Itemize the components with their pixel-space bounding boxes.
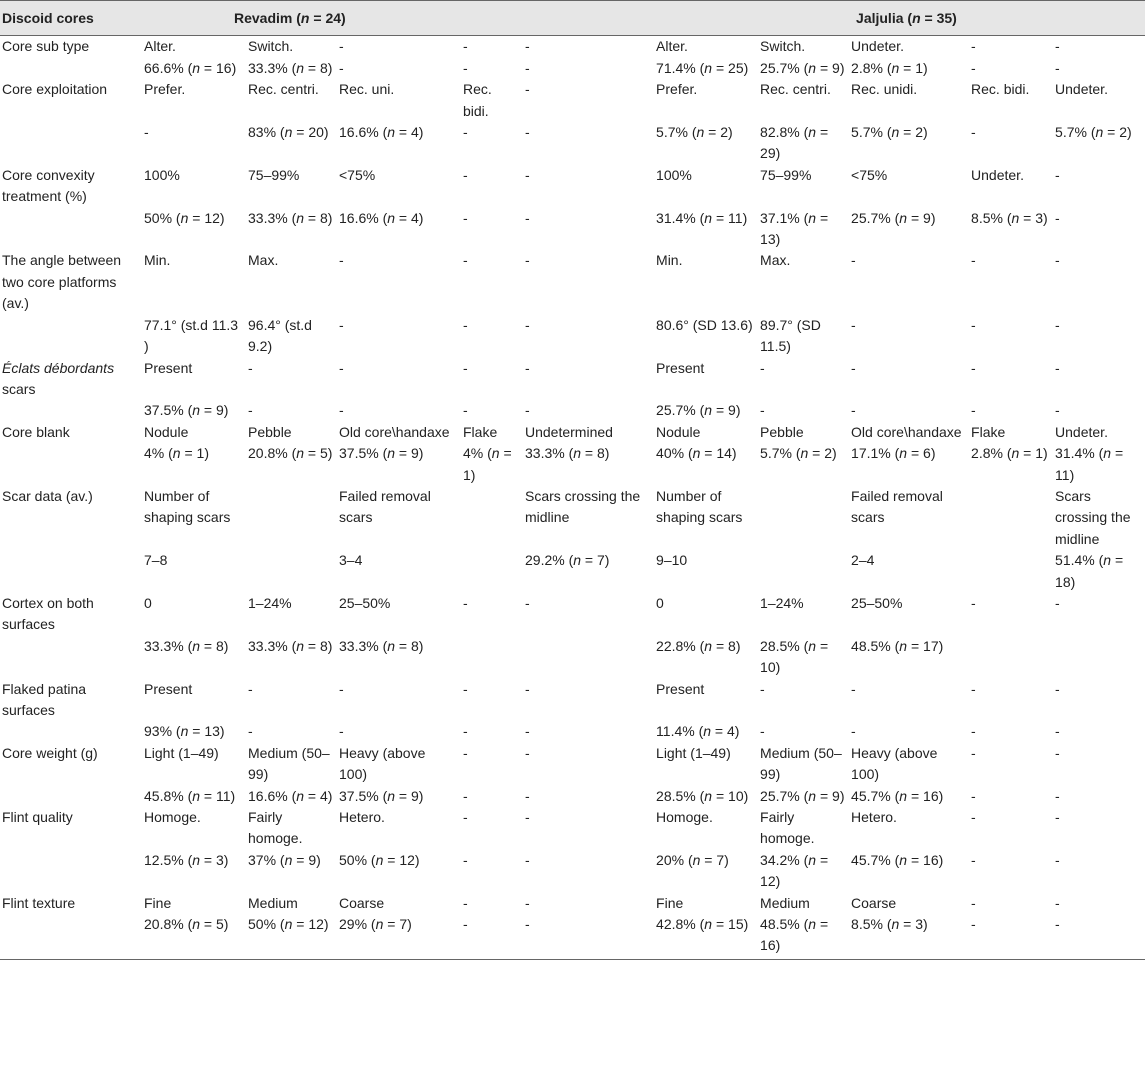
table-cell: - <box>525 81 530 98</box>
table-cell: - <box>463 38 468 55</box>
table-cell: - <box>463 316 468 333</box>
table-cell: 33.3% (n = 8) <box>525 445 610 462</box>
table-cell <box>969 550 1053 593</box>
table-body <box>0 36 1145 959</box>
table-cell: 16.6% (n = 4) <box>339 209 424 226</box>
table-cell: 1–24% <box>248 594 292 611</box>
table-cell: Undeter. <box>1055 423 1108 440</box>
table-row <box>0 208 1145 251</box>
table-cell: 40% (n = 14) <box>656 445 737 462</box>
table-cell: - <box>1055 252 1060 269</box>
table-cell: - <box>339 680 344 697</box>
table-row <box>0 79 1145 122</box>
table-cell: - <box>463 851 468 868</box>
table-cell: Undeter. <box>971 166 1024 183</box>
table-cell: - <box>1055 594 1060 611</box>
jaljulia-header: Jaljulia (n = 35) <box>654 1 1145 36</box>
table-cell: - <box>463 402 468 419</box>
table-row <box>0 58 1145 79</box>
table-cell: 25.7% (n = 9) <box>851 209 936 226</box>
row-label: The angle between two core platforms (av.) <box>2 252 122 312</box>
table-cell: Hetero. <box>339 809 385 826</box>
table-cell: - <box>339 316 344 333</box>
table-cell: - <box>463 680 468 697</box>
table-cell: Homoge. <box>656 809 713 826</box>
table-cell <box>461 486 523 550</box>
table-cell: Present <box>144 680 193 697</box>
table-cell: - <box>525 124 530 141</box>
table-cell: 33.3% (n = 8) <box>248 637 333 654</box>
table-cell: - <box>971 723 976 740</box>
table-cell: - <box>851 402 856 419</box>
table-cell: Failed removal scars <box>339 487 431 526</box>
table-cell: Scars crossing the midline <box>525 487 641 526</box>
table-cell: Rec. uni. <box>339 81 395 98</box>
table-cell: - <box>969 914 1053 959</box>
table-cell: - <box>463 894 468 911</box>
table-cell: 45.7% (n = 16) <box>851 787 944 804</box>
row-label <box>0 400 142 421</box>
table-cell: Undeter. <box>1055 81 1108 98</box>
table-row <box>0 315 1145 358</box>
table-cell: - <box>463 594 468 611</box>
table-cell: 1–24% <box>760 594 804 611</box>
row-label <box>0 122 142 165</box>
table-cell: - <box>463 723 468 740</box>
table-cell: - <box>971 680 976 697</box>
table-cell: Switch. <box>248 38 294 55</box>
table-cell <box>969 636 1053 679</box>
table-row <box>0 486 1145 550</box>
table-cell: - <box>1055 809 1060 826</box>
table-row <box>0 636 1145 679</box>
table-cell: Hetero. <box>851 809 897 826</box>
table-cell: Prefer. <box>144 81 186 98</box>
table-cell: Min. <box>144 252 171 269</box>
table-cell: 25–50% <box>851 594 903 611</box>
table-row <box>0 786 1145 807</box>
table-row <box>0 443 1145 486</box>
table-cell: - <box>1055 744 1060 761</box>
table-cell: 89.7° (SD 11.5) <box>760 316 821 355</box>
table-row <box>0 914 1145 959</box>
table-cell: 77.1° (st.d 11.3 ) <box>144 316 239 355</box>
table-cell: 33.3% (n = 8) <box>144 637 229 654</box>
table-cell: 25.7% (n = 9) <box>760 59 845 76</box>
table-cell: 28.5% (n = 10) <box>656 787 749 804</box>
table-cell <box>523 636 654 679</box>
row-label <box>0 636 142 679</box>
table-cell: Switch. <box>760 38 806 55</box>
table-row <box>0 358 1145 401</box>
table-cell: - <box>971 252 976 269</box>
table-cell: - <box>1055 851 1060 868</box>
table-cell: 82.8% (n = 29) <box>760 124 829 162</box>
table-cell: Medium <box>248 894 298 911</box>
table-cell: 16.6% (n = 4) <box>339 124 424 141</box>
table-cell: 33.3% (n = 8) <box>248 59 333 76</box>
table-cell: 8.5% (n = 3) <box>849 914 969 959</box>
table-cell: Fine <box>144 894 172 911</box>
table-cell: Light (1–49) <box>656 744 731 761</box>
table-cell: 51.4% (n = 18) <box>1055 552 1124 590</box>
table-cell: Old core\handaxe <box>851 423 962 440</box>
table-cell: - <box>1055 316 1060 333</box>
table-cell: - <box>525 359 530 376</box>
table-cell: 3–4 <box>339 552 363 569</box>
table-cell: 80.6° (SD 13.6) <box>656 316 753 333</box>
table-cell: - <box>760 359 765 376</box>
table-cell: - <box>971 594 976 611</box>
table-cell: - <box>339 38 344 55</box>
table-cell: 22.8% (n = 8) <box>656 637 741 654</box>
table-cell: Pebble <box>248 423 292 440</box>
table-cell: 29.2% (n = 7) <box>525 552 610 569</box>
table-cell: 7–8 <box>144 552 168 569</box>
table-cell: - <box>1055 680 1060 697</box>
table-cell: 2.8% (n = 1) <box>971 445 1048 462</box>
table-cell: - <box>525 252 530 269</box>
table-cell: 37% (n = 9) <box>248 851 321 868</box>
table-row <box>0 721 1145 742</box>
table-cell: Heavy (above 100) <box>851 744 938 783</box>
table-cell: Light (1–49) <box>144 744 219 761</box>
table-cell: 2.8% (n = 1) <box>851 59 928 76</box>
table-cell: - <box>1055 38 1060 55</box>
table-cell: - <box>971 124 976 141</box>
table-cell: 29% (n = 7) <box>337 914 461 959</box>
row-label: Cortex on both surfaces <box>2 594 94 633</box>
table-cell: 8.5% (n = 3) <box>971 209 1048 226</box>
table-cell: 100% <box>656 166 692 183</box>
table-cell: - <box>1055 402 1060 419</box>
table-cell: - <box>851 316 856 333</box>
row-label: Core sub type <box>2 38 90 55</box>
table-cell <box>461 636 523 679</box>
table-cell: - <box>463 166 468 183</box>
table-cell: Present <box>144 359 193 376</box>
table-cell: 5.7% (n = 2) <box>1055 124 1132 141</box>
table-cell: Undeter. <box>851 38 904 55</box>
table-cell: - <box>248 359 253 376</box>
table-cell: Present <box>656 359 705 376</box>
table-cell: 4% (n = 1) <box>463 445 512 483</box>
table-cell: Heavy (above 100) <box>339 744 426 783</box>
table-cell: <75% <box>339 166 376 183</box>
table-cell: - <box>523 914 654 959</box>
table-cell: - <box>971 316 976 333</box>
row-label: Core convexity treatment (%) <box>2 166 95 205</box>
revadim-name: Revadim <box>234 10 293 26</box>
table-cell <box>461 550 523 593</box>
row-label <box>0 58 142 79</box>
table-cell: - <box>339 359 344 376</box>
first-column-header: Discoid cores <box>0 1 142 36</box>
row-label <box>0 721 142 742</box>
table-row <box>0 593 1145 636</box>
table-cell: Nodule <box>656 423 701 440</box>
table-cell: 42.8% (n = 15) <box>654 914 758 959</box>
table-row <box>0 550 1145 593</box>
table-cell: - <box>339 252 344 269</box>
table-cell: 37.5% (n = 9) <box>339 787 424 804</box>
table-cell: 83% (n = 20) <box>248 124 329 141</box>
table-cell: 25.7% (n = 9) <box>656 402 741 419</box>
table-cell: - <box>525 402 530 419</box>
table-cell: 20.8% (n = 5) <box>248 445 333 462</box>
table-cell: Nodule <box>144 423 189 440</box>
table-cell: - <box>463 744 468 761</box>
table-cell: - <box>525 851 530 868</box>
table-cell: Rec. centri. <box>248 81 319 98</box>
table-cell: - <box>144 124 149 141</box>
table-cell: 17.1% (n = 6) <box>851 445 936 462</box>
table-cell: Coarse <box>339 894 385 911</box>
table-cell <box>246 486 337 550</box>
table-cell: Max. <box>760 252 791 269</box>
table-cell: Rec. centri. <box>760 81 831 98</box>
row-label <box>0 850 142 893</box>
table-cell: - <box>248 402 253 419</box>
table-cell: - <box>971 809 976 826</box>
table-cell: - <box>463 209 468 226</box>
jaljulia-count: = 35) <box>920 10 957 26</box>
table-cell: - <box>525 680 530 697</box>
table-cell: 48.5% (n = 16) <box>758 914 849 959</box>
table-cell <box>1053 636 1145 679</box>
table-cell: 45.8% (n = 11) <box>144 787 236 804</box>
table-cell: Number of shaping scars <box>656 487 743 526</box>
table-row <box>0 165 1145 208</box>
table-cell: 28.5% (n = 10) <box>760 637 829 676</box>
table-cell: 37.1% (n = 13) <box>760 209 829 248</box>
table-cell: - <box>525 723 530 740</box>
table-cell: 25–50% <box>339 594 391 611</box>
table-cell: 12.5% (n = 3) <box>144 851 229 868</box>
table-cell: Alter. <box>656 38 688 55</box>
table-cell: - <box>971 894 976 911</box>
revadim-count: = 24) <box>309 10 346 26</box>
table-cell: Flake <box>463 423 498 440</box>
table-cell: - <box>1055 166 1060 183</box>
table-cell: - <box>851 252 856 269</box>
table-cell: - <box>760 680 765 697</box>
table-header-row <box>0 1 1145 36</box>
table-cell: - <box>463 809 468 826</box>
table-cell: - <box>525 809 530 826</box>
table-cell: - <box>525 744 530 761</box>
table-cell: 45.7% (n = 16) <box>851 851 944 868</box>
table-cell: - <box>525 38 530 55</box>
table-cell <box>246 550 337 593</box>
table-cell: Present <box>656 680 705 697</box>
table-cell: - <box>1055 894 1060 911</box>
table-cell: - <box>525 166 530 183</box>
table-cell: Pebble <box>760 423 804 440</box>
table-row <box>0 679 1145 722</box>
table-cell: - <box>971 38 976 55</box>
table-cell: Number of shaping scars <box>144 487 231 526</box>
table-cell: Homoge. <box>144 809 201 826</box>
row-label <box>0 315 142 358</box>
table-cell: - <box>463 59 468 76</box>
table-cell: - <box>463 787 468 804</box>
table-cell <box>758 550 849 593</box>
table-cell: Failed removal scars <box>851 487 943 526</box>
revadim-n-symbol: n <box>300 10 310 26</box>
table-cell: - <box>1055 359 1060 376</box>
row-label: Flint quality <box>2 809 73 826</box>
table-cell: - <box>339 723 344 740</box>
table-cell: - <box>1053 914 1145 959</box>
table-cell: - <box>760 402 765 419</box>
table-row <box>0 250 1145 314</box>
table-cell: 25.7% (n = 9) <box>760 787 845 804</box>
table-cell: - <box>971 359 976 376</box>
table-cell: 20.8% (n = 5) <box>142 914 246 959</box>
jaljulia-name: Jaljulia <box>856 10 904 26</box>
table-cell: 34.2% (n = 12) <box>760 851 829 890</box>
table-cell: Undetermined <box>525 423 613 440</box>
table-cell: 75–99% <box>760 166 812 183</box>
table-row <box>0 807 1145 850</box>
table-cell: 0 <box>144 594 152 611</box>
table-cell <box>969 486 1053 550</box>
table-cell: - <box>339 402 344 419</box>
row-label: Éclats débordants scars <box>2 359 115 397</box>
table-cell: - <box>463 252 468 269</box>
table-row <box>0 36 1145 58</box>
table-cell: 100% <box>144 166 180 183</box>
table-cell: - <box>463 124 468 141</box>
table-cell: 16.6% (n = 4) <box>248 787 333 804</box>
table-cell: Rec. bidi. <box>971 81 1030 98</box>
table-cell: Rec. unidi. <box>851 81 918 98</box>
table-cell: - <box>1055 723 1060 740</box>
revadim-header: Revadim (n = 24) <box>142 1 654 36</box>
table-cell: - <box>525 787 530 804</box>
table-cell: 33.3% (n = 8) <box>248 209 333 226</box>
table-cell: - <box>1055 787 1060 804</box>
table-cell: - <box>248 723 253 740</box>
table-row <box>0 122 1145 165</box>
table-cell: 20% (n = 7) <box>656 851 729 868</box>
table-cell: 50% (n = 12) <box>339 851 420 868</box>
table-cell: - <box>1055 59 1060 76</box>
table-cell: 31.4% (n = 11) <box>1055 445 1124 483</box>
row-label: Flint texture <box>2 894 76 911</box>
table-cell: Medium (50–99) <box>248 744 330 783</box>
table-row <box>0 850 1145 893</box>
table-cell: 33.3% (n = 8) <box>339 637 424 654</box>
table-cell: Alter. <box>144 38 176 55</box>
table-cell: - <box>525 316 530 333</box>
table-cell: 2–4 <box>851 552 875 569</box>
table-cell: Scars crossing the midline <box>1055 487 1131 547</box>
table-cell: 48.5% (n = 17) <box>851 637 944 654</box>
table-cell: Min. <box>656 252 683 269</box>
table-cell: Fairly homoge. <box>248 809 303 847</box>
table-cell: 71.4% (n = 25) <box>656 59 749 76</box>
table-cell: - <box>525 209 530 226</box>
row-label <box>0 914 142 959</box>
row-label <box>0 786 142 807</box>
table-cell: Old core\handaxe <box>339 423 450 440</box>
table-cell: - <box>525 594 530 611</box>
table-cell: - <box>971 851 976 868</box>
table-cell: - <box>760 723 765 740</box>
row-label: Flaked patina surfaces <box>2 680 87 718</box>
table-cell: - <box>463 359 468 376</box>
row-label: Core exploitation <box>2 81 108 98</box>
table-cell: 37.5% (n = 9) <box>339 445 424 462</box>
table-cell: 66.6% (n = 16) <box>144 59 237 76</box>
table-cell: - <box>971 744 976 761</box>
table-cell: 5.7% (n = 2) <box>760 445 837 462</box>
table-row <box>0 422 1145 443</box>
table-cell: Flake <box>971 423 1006 440</box>
table-cell: <75% <box>851 166 888 183</box>
jaljulia-n-symbol: n <box>912 10 921 26</box>
table-cell: Fairly homoge. <box>760 809 815 847</box>
table-cell: Rec. bidi. <box>463 81 492 119</box>
row-label <box>0 208 142 251</box>
row-label <box>0 550 142 593</box>
table-cell: Medium (50–99) <box>760 744 842 783</box>
table-cell: 31.4% (n = 11) <box>656 209 748 226</box>
table-cell: Max. <box>248 252 279 269</box>
table-cell: - <box>971 402 976 419</box>
table-row <box>0 400 1145 421</box>
row-label: Scar data (av.) <box>2 487 93 504</box>
table-cell: - <box>1055 209 1060 226</box>
table-cell: - <box>339 59 344 76</box>
row-label: Core weight (g) <box>2 744 98 761</box>
table-cell: - <box>971 787 976 804</box>
table-cell: - <box>851 680 856 697</box>
table-cell <box>758 486 849 550</box>
table-cell: - <box>461 914 523 959</box>
table-cell: - <box>525 59 530 76</box>
table-cell: - <box>248 680 253 697</box>
table-row <box>0 893 1145 914</box>
table-cell: 93% (n = 13) <box>144 723 225 740</box>
table-cell: Medium <box>760 894 810 911</box>
table-cell: - <box>851 359 856 376</box>
table-cell: 5.7% (n = 2) <box>656 124 733 141</box>
table-cell: 11.4% (n = 4) <box>656 723 740 740</box>
table-cell: 75–99% <box>248 166 300 183</box>
table-cell: 5.7% (n = 2) <box>851 124 928 141</box>
table-cell: 9–10 <box>656 552 688 569</box>
table-cell: 96.4° (st.d 9.2) <box>248 316 312 355</box>
table-cell: Fine <box>656 894 684 911</box>
table-cell: Prefer. <box>656 81 698 98</box>
table-row <box>0 743 1145 786</box>
table-cell: 0 <box>656 594 664 611</box>
table-cell: Coarse <box>851 894 897 911</box>
table-cell: 4% (n = 1) <box>144 445 209 462</box>
table-cell: 37.5% (n = 9) <box>144 402 229 419</box>
row-label <box>0 443 142 486</box>
table-cell: 50% (n = 12) <box>144 209 225 226</box>
table-cell: - <box>851 723 856 740</box>
table-cell: 50% (n = 12) <box>246 914 337 959</box>
table-cell: - <box>525 894 530 911</box>
table-cell: - <box>971 59 976 76</box>
row-label: Core blank <box>2 423 70 440</box>
